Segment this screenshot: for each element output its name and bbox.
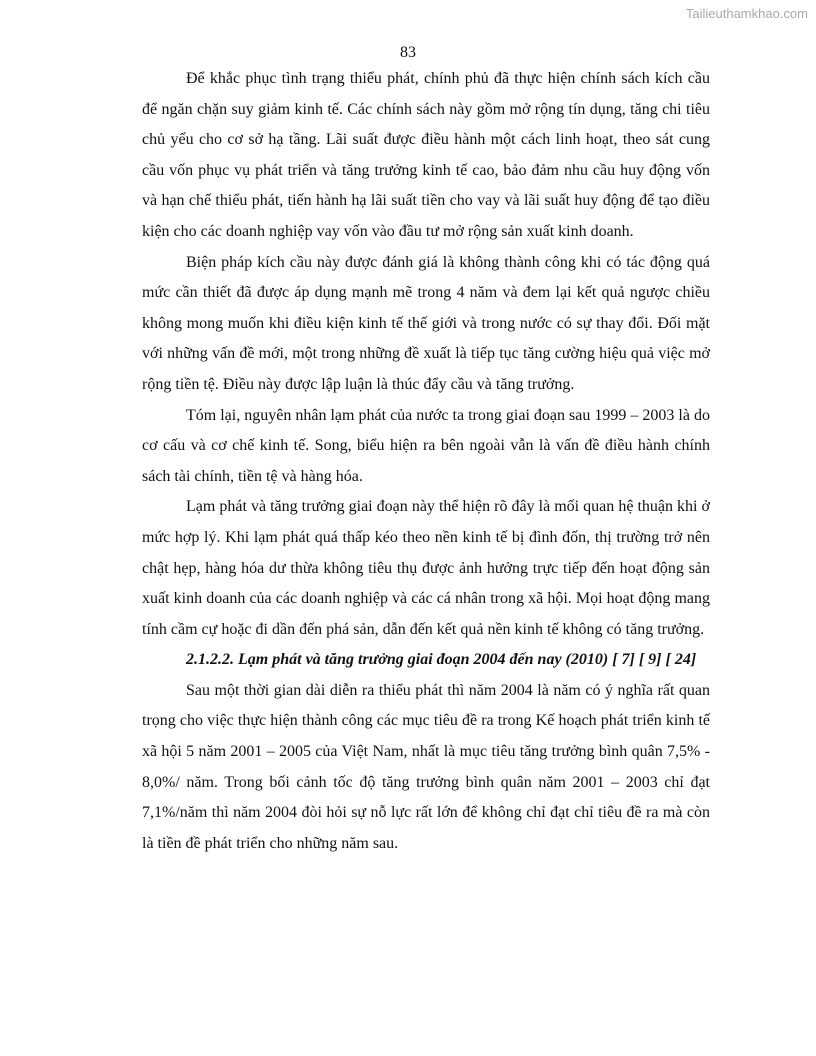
page-number: 83 <box>400 44 416 61</box>
paragraph: Lạm phát và tăng trưởng giai đoạn này thể hiện rõ đây là mối quan hệ thuận khi ở mức hợp lý. Khi lạm phát quá thấp kéo theo nền kinh tế bị đình đốn, thị trường trở nên chật hẹp, hàng hóa dư thừa không tiêu thụ được ảnh hưởng trực tiếp đến hoạt động sản xuất kinh doanh của các doanh nghiệp và các cá nhân trong xã hội. Mọi hoạt động mang tính cầm cự hoặc đi dần đến phá sản, dẫn đến kết quả nền kinh tế không có tăng trưởng. <box>142 498 710 638</box>
paragraph: Tóm lại, nguyên nhân lạm phát của nước ta trong giai đoạn sau 1999 – 2003 là do cơ cấu và cơ chế kinh tế. Song, biểu hiện ra bên ngoài vẫn là vấn đề điều hành chính sách tài chính, tiền tệ và hàng hóa. <box>142 406 710 485</box>
section-heading: 2.1.2.2. Lạm phát và tăng trưởng giai đoạn 2004 đến nay (2010) [ 7] [ 9] [ 24] <box>186 651 697 669</box>
document-body <box>142 64 710 859</box>
paragraph: Sau một thời gian dài diễn ra thiểu phát thì năm 2004 là năm có ý nghĩa rất quan trọng cho việc thực hiện thành công các mục tiêu đề ra trong Kế hoạch phát triển kinh tế xã hội 5 năm 2001 – 2005 của Việt Nam, nhất là mục tiêu tăng trưởng bình quân 7,5% - 8,0%/ năm. Trong bối cảnh tốc độ tăng trưởng bình quân năm 2001 – 2003 chỉ đạt 7,1%/năm thì năm 2004 đòi hỏi sự nỗ lực rất lớn để không chỉ đạt chỉ tiêu đề ra mà còn là tiền đề phát triển cho những năm sau. <box>142 681 710 852</box>
paragraph: Biện pháp kích cầu này được đánh giá là không thành công khi có tác động quá mức cần thiết đã được áp dụng mạnh mẽ trong 4 năm và đem lại kết quả ngược chiều không mong muốn khi điều kiện kinh tế thế giới và trong nước có sự thay đổi. Đối mặt với những vấn đề mới, một trong những đề xuất là tiếp tục tăng cường hiệu quả việc mở rộng tiền tệ. Điều này được lập luận là thúc đẩy cầu và tăng trưởng. <box>142 253 710 393</box>
watermark: Tailieuthamkhao.com <box>685 6 808 21</box>
paragraph: Để khắc phục tình trạng thiểu phát, chính phủ đã thực hiện chính sách kích cầu để ngăn chặn suy giảm kinh tế. Các chính sách này gồm mở rộng tín dụng, tăng chi tiêu chủ yếu cho cơ sở hạ tầng. Lãi suất được điều hành một cách linh hoạt, theo sát cung cầu vốn phục vụ phát triển và tăng trưởng kinh tế cao, bảo đảm nhu cầu huy động vốn và hạn chế thiểu phát, tiến hành hạ lãi suất tiền cho vay và lãi suất huy động để tạo điều kiện cho các doanh nghiệp vay vốn vào đầu tư mở rộng sản xuất kinh doanh. <box>142 70 710 240</box>
